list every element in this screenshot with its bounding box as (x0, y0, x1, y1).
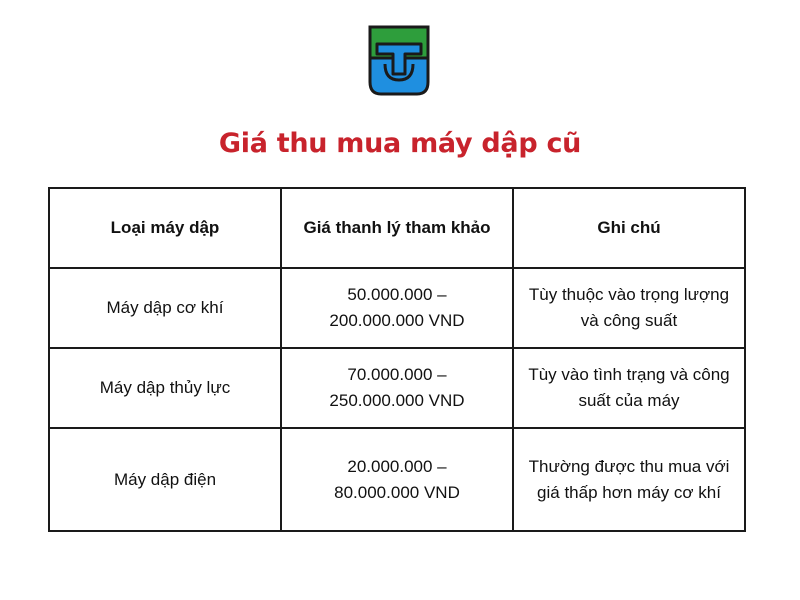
cell-price (281, 268, 513, 348)
column-header-type: Loại máy dập (49, 188, 281, 268)
price-range-start: 50.000.000 – (347, 285, 447, 304)
page-title: Giá thu mua máy dập cũ (218, 128, 582, 159)
tt-shield-logo-icon (367, 24, 431, 98)
price-range-end: 250.000.000 VND (329, 391, 465, 410)
table-row (49, 348, 745, 428)
column-header-note: Ghi chú (513, 188, 745, 268)
price-range-end: 80.000.000 VND (334, 482, 460, 502)
table-header-row (49, 188, 745, 268)
cell-type: Máy dập thủy lực (49, 348, 281, 428)
brand-logo (367, 24, 431, 98)
cell-type: Máy dập điện (49, 428, 281, 531)
price-table (48, 187, 746, 532)
price-range-start: 20.000.000 – (347, 456, 447, 476)
cell-type: Máy dập cơ khí (49, 268, 281, 348)
table-row (49, 428, 745, 531)
cell-note: Tùy thuộc vào trọng lượng và công suất (513, 268, 745, 348)
cell-price (281, 348, 513, 428)
price-range-start: 70.000.000 – (347, 365, 447, 384)
cell-note: Tùy vào tình trạng và công suất của máy (513, 348, 745, 428)
cell-price (281, 428, 513, 531)
cell-note: Thường được thu mua với giá thấp hơn máy cơ khí (513, 428, 745, 531)
column-header-price: Giá thanh lý tham khảo (281, 188, 513, 268)
table-row (49, 268, 745, 348)
price-range-end: 200.000.000 VND (329, 311, 465, 330)
